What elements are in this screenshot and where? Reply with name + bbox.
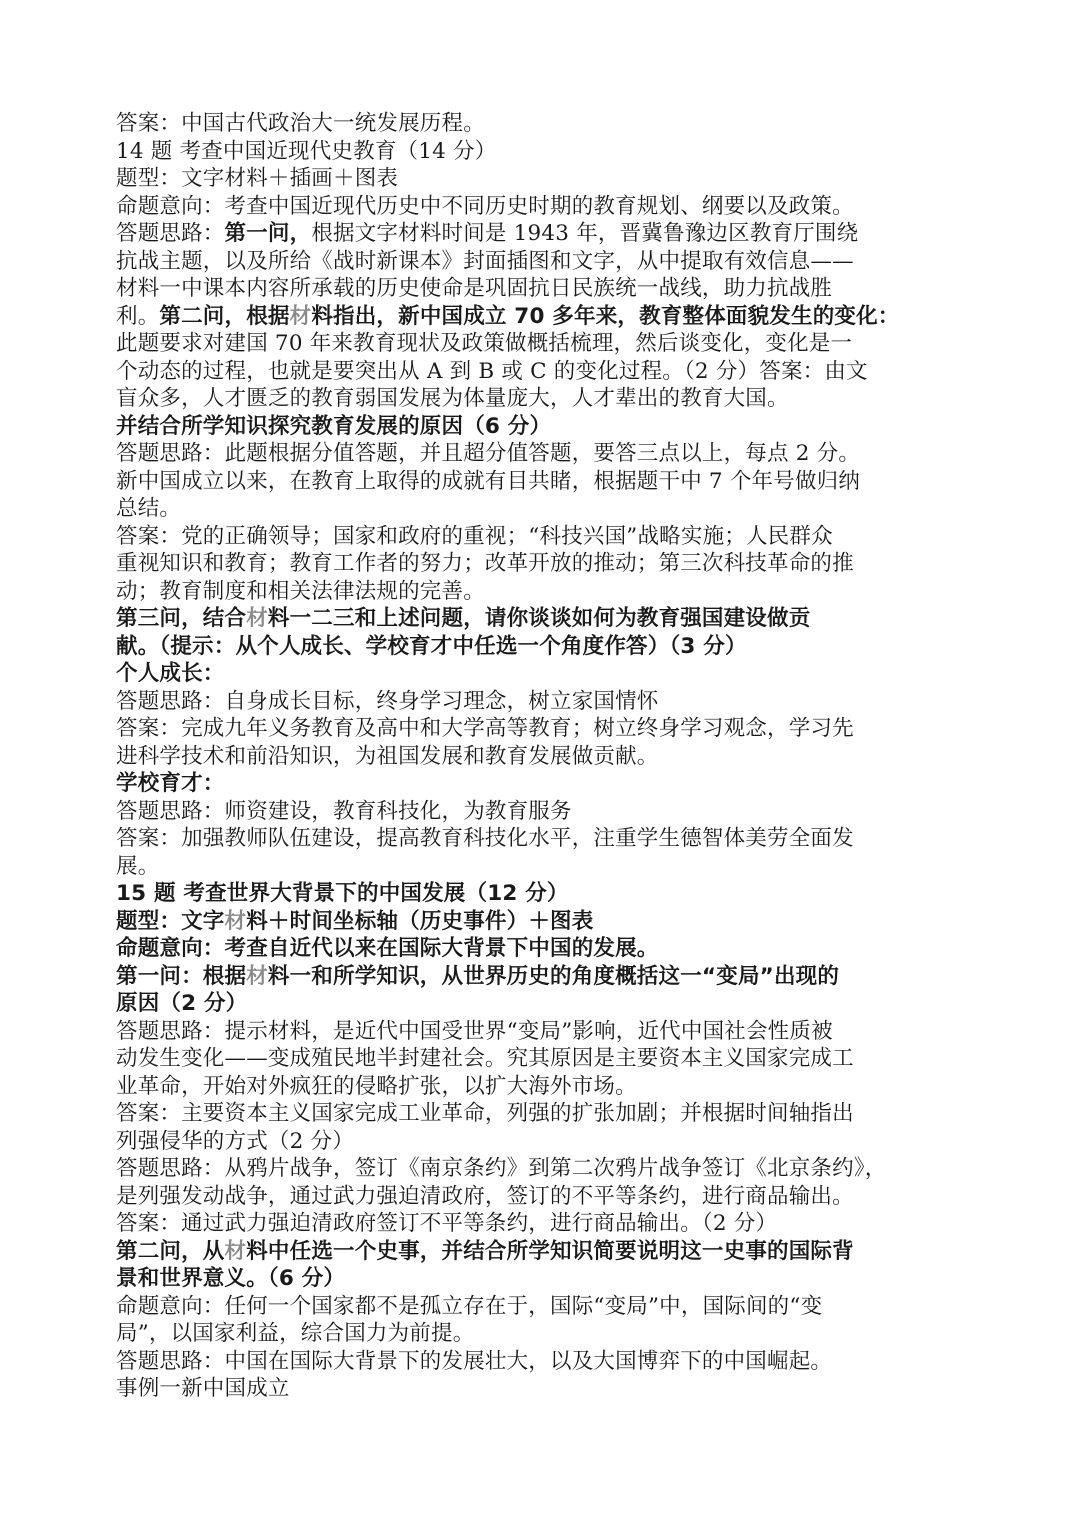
text-line bbox=[116, 963, 1000, 991]
text-line bbox=[116, 1375, 1000, 1403]
text-line bbox=[116, 770, 1000, 798]
text-segment: 是列强发动战争，通过武力强迫清政府，签订的不平等条约，进行商品输出。 bbox=[116, 1183, 854, 1209]
bold-text-segment: 并结合所学知识探究教育发展的原因（6 分） bbox=[116, 413, 552, 439]
bold-text-segment: 料＋时间坐标轴（历史事件）＋图表 bbox=[246, 908, 594, 934]
text-line bbox=[116, 908, 1000, 936]
text-segment: 动；教育制度和相关法律法规的完善。 bbox=[116, 578, 485, 604]
text-line bbox=[116, 275, 1000, 303]
text-segment: 个动态的过程，也就是要突出从 A 到 B 或 C 的变化过程。（2 分）答案：由文 bbox=[116, 358, 868, 384]
text-segment: 答案：通过武力强迫清政府签订不平等条约，进行商品输出。（2 分） bbox=[116, 1211, 778, 1236]
document-text bbox=[116, 110, 1000, 1403]
text-segment: 盲众多，人才匮乏的教育弱国发展为体量庞大，人才辈出的教育大国。 bbox=[116, 386, 789, 411]
text-line bbox=[116, 1238, 1000, 1266]
text-line bbox=[116, 633, 1000, 661]
text-line bbox=[116, 1018, 1000, 1046]
text-line bbox=[116, 358, 1000, 386]
text-line bbox=[116, 1183, 1000, 1211]
text-line bbox=[116, 880, 1000, 908]
bold-text-segment: 第二问，根据 bbox=[159, 303, 290, 329]
bold-text-segment: 献。（提示：从个人成长、学校育才中任选一个角度作答）（3 分） bbox=[116, 633, 747, 659]
text-line bbox=[116, 688, 1000, 716]
bold-text-segment: 材 bbox=[246, 963, 268, 989]
text-segment: 命题意向：考查中国近现代历史中不同历史时期的教育规划、纲要以及政策。 bbox=[116, 193, 854, 219]
text-segment: 总结。 bbox=[116, 496, 182, 521]
bold-text-segment: 15 题 考查世界大背景下的中国发展（12 分） bbox=[116, 881, 569, 906]
text-segment: 命题意向：任何一个国家都不是孤立存在于，国际“变局”中，国际间的“变 bbox=[116, 1293, 823, 1319]
text-segment: 答案：加强教师队伍建设，提高教育科技化水平，注重学生德智体美劳全面发 bbox=[116, 826, 854, 851]
bold-text-segment: 个人成长： bbox=[116, 661, 225, 686]
text-line bbox=[116, 248, 1000, 276]
text-line bbox=[116, 385, 1000, 413]
text-segment: 抗战主题，以及所给《战时新课本》封面插图和文字，从中提取有效信息—— bbox=[116, 248, 854, 274]
text-line bbox=[116, 1073, 1000, 1101]
bold-text-segment: 材 bbox=[224, 908, 247, 934]
text-line bbox=[116, 825, 1000, 853]
text-line bbox=[116, 578, 1000, 606]
text-segment: 题型：文字材料＋插画＋图表 bbox=[116, 166, 399, 191]
text-line bbox=[116, 1265, 1000, 1293]
bold-text-segment: 料指出，新中国成立 70 多年来，教育整体面貌发生的变化： bbox=[311, 303, 900, 329]
text-segment: 新中国成立以来，在教育上取得的成就有目共睹，根据题干中 7 个年号做归纳 bbox=[116, 468, 861, 494]
bold-text-segment: 材 bbox=[246, 606, 268, 631]
text-segment: 展。 bbox=[116, 853, 160, 879]
text-segment: 列强侵华的方式（2 分） bbox=[116, 1128, 354, 1154]
text-line bbox=[116, 798, 1000, 826]
text-line bbox=[116, 303, 1000, 331]
bold-text-segment: 第三问，结合 bbox=[116, 606, 247, 631]
text-segment: 重视知识和教育；教育工作者的努力；改革开放的推动；第三次科技革命的推 bbox=[116, 551, 854, 576]
bold-text-segment: 料中任选一个史事，并结合所学知识简要说明这一史事的国际背 bbox=[246, 1238, 854, 1264]
text-line bbox=[116, 440, 1000, 468]
text-line bbox=[116, 165, 1000, 193]
text-line bbox=[116, 413, 1000, 441]
text-line bbox=[116, 193, 1000, 221]
text-line bbox=[116, 523, 1000, 551]
text-line bbox=[116, 468, 1000, 496]
text-line bbox=[116, 853, 1000, 881]
text-segment: 业革命，开始对外疯狂的侵略扩张，以扩大海外市场。 bbox=[116, 1073, 637, 1099]
text-line bbox=[116, 743, 1000, 771]
text-segment: 事例一新中国成立 bbox=[116, 1376, 290, 1401]
text-segment: 答题思路：中国在国际大背景下的发展壮大，以及大国博弈下的中国崛起。 bbox=[116, 1348, 833, 1374]
text-segment: 答题思路： bbox=[116, 221, 225, 246]
text-segment: 答题思路：提示材料，是近代中国受世界“变局”影响，近代中国社会性质被 bbox=[116, 1018, 833, 1044]
bold-text-segment: 材 bbox=[224, 1238, 247, 1264]
text-line bbox=[116, 990, 1000, 1018]
text-segment: 答题思路：自身成长目标，终身学习理念，树立家国情怀 bbox=[116, 688, 659, 714]
text-line bbox=[116, 660, 1000, 688]
text-line bbox=[116, 1348, 1000, 1376]
bold-text-segment: 题型：文字 bbox=[116, 908, 225, 934]
text-segment: 局”，以国家利益，综合国力为前提。 bbox=[116, 1321, 475, 1346]
bold-text-segment: 第二问，从 bbox=[116, 1238, 225, 1264]
text-line bbox=[116, 1100, 1000, 1128]
bold-text-segment: 第一问：根据 bbox=[116, 963, 247, 989]
text-line bbox=[116, 605, 1000, 633]
bold-text-segment: 学校育才： bbox=[116, 771, 225, 796]
bold-text-segment: 料一二三和上述问题，请你谈谈如何为教育强国建设做贡 bbox=[267, 606, 811, 631]
bold-text-segment: 材 bbox=[289, 303, 312, 329]
text-line bbox=[116, 138, 1000, 166]
text-segment: 答案：完成九年义务教育及高中和大学高等教育；树立终身学习观念，学习先 bbox=[116, 716, 854, 741]
text-line bbox=[116, 220, 1000, 248]
bold-text-segment: 景和世界意义。（6 分） bbox=[116, 1266, 346, 1291]
text-segment: 答案：中国古代政治大一统发展历程。 bbox=[116, 111, 485, 136]
text-segment: 答案：党的正确领导；国家和政府的重视；“科技兴国”战略实施；人民群众 bbox=[116, 523, 833, 549]
bold-text-segment: 命题意向：考查自近代以来在国际大背景下中国的发展。 bbox=[116, 936, 659, 961]
text-segment: 答题思路：此题根据分值答题，并且超分值答题，要答三点以上，每点 2 分。 bbox=[116, 441, 861, 466]
text-segment: 答题思路：从鸦片战争，签订《南京条约》到第二次鸦片战争签订《北京条约》， bbox=[116, 1156, 887, 1181]
text-line bbox=[116, 550, 1000, 578]
text-line bbox=[116, 1045, 1000, 1073]
text-segment: 材料一中课本内容所承载的历史使命是巩固抗日民族统一战线，助力抗战胜 bbox=[116, 276, 833, 301]
text-segment: 根据文字材料时间是 1943 年，晋冀鲁豫边区教育厅围绕 bbox=[311, 221, 859, 246]
text-segment: 动发生变化——变成殖民地半封建社会。究其原因是主要资本主义国家完成工 bbox=[116, 1046, 854, 1071]
bold-text-segment: 原因（2 分） bbox=[116, 991, 248, 1016]
text-segment: 此题要求对建国 70 年来教育现状及政策做概括梳理，然后谈变化，变化是一 bbox=[116, 331, 853, 356]
text-segment: 利。 bbox=[116, 303, 160, 329]
text-segment: 进科学技术和前沿知识，为祖国发展和教育发展做贡献。 bbox=[116, 743, 659, 769]
text-segment: 答案：主要资本主义国家完成工业革命，列强的扩张加剧；并根据时间轴指出 bbox=[116, 1101, 854, 1126]
text-segment: 答题思路：师资建设，教育科技化，为教育服务 bbox=[116, 798, 572, 824]
text-line bbox=[116, 715, 1000, 743]
bold-text-segment: 第一问， bbox=[224, 221, 312, 246]
text-line bbox=[116, 1155, 1000, 1183]
text-line bbox=[116, 1293, 1000, 1321]
text-line bbox=[116, 1128, 1000, 1156]
text-line bbox=[116, 1320, 1000, 1348]
text-line bbox=[116, 330, 1000, 358]
bold-text-segment: 料一和所学知识，从世界历史的角度概括这一“变局”出现的 bbox=[267, 963, 840, 989]
text-line bbox=[116, 935, 1000, 963]
text-line bbox=[116, 1210, 1000, 1238]
text-line bbox=[116, 495, 1000, 523]
text-line bbox=[116, 110, 1000, 138]
text-segment: 14 题 考查中国近现代史教育（14 分） bbox=[116, 138, 497, 164]
